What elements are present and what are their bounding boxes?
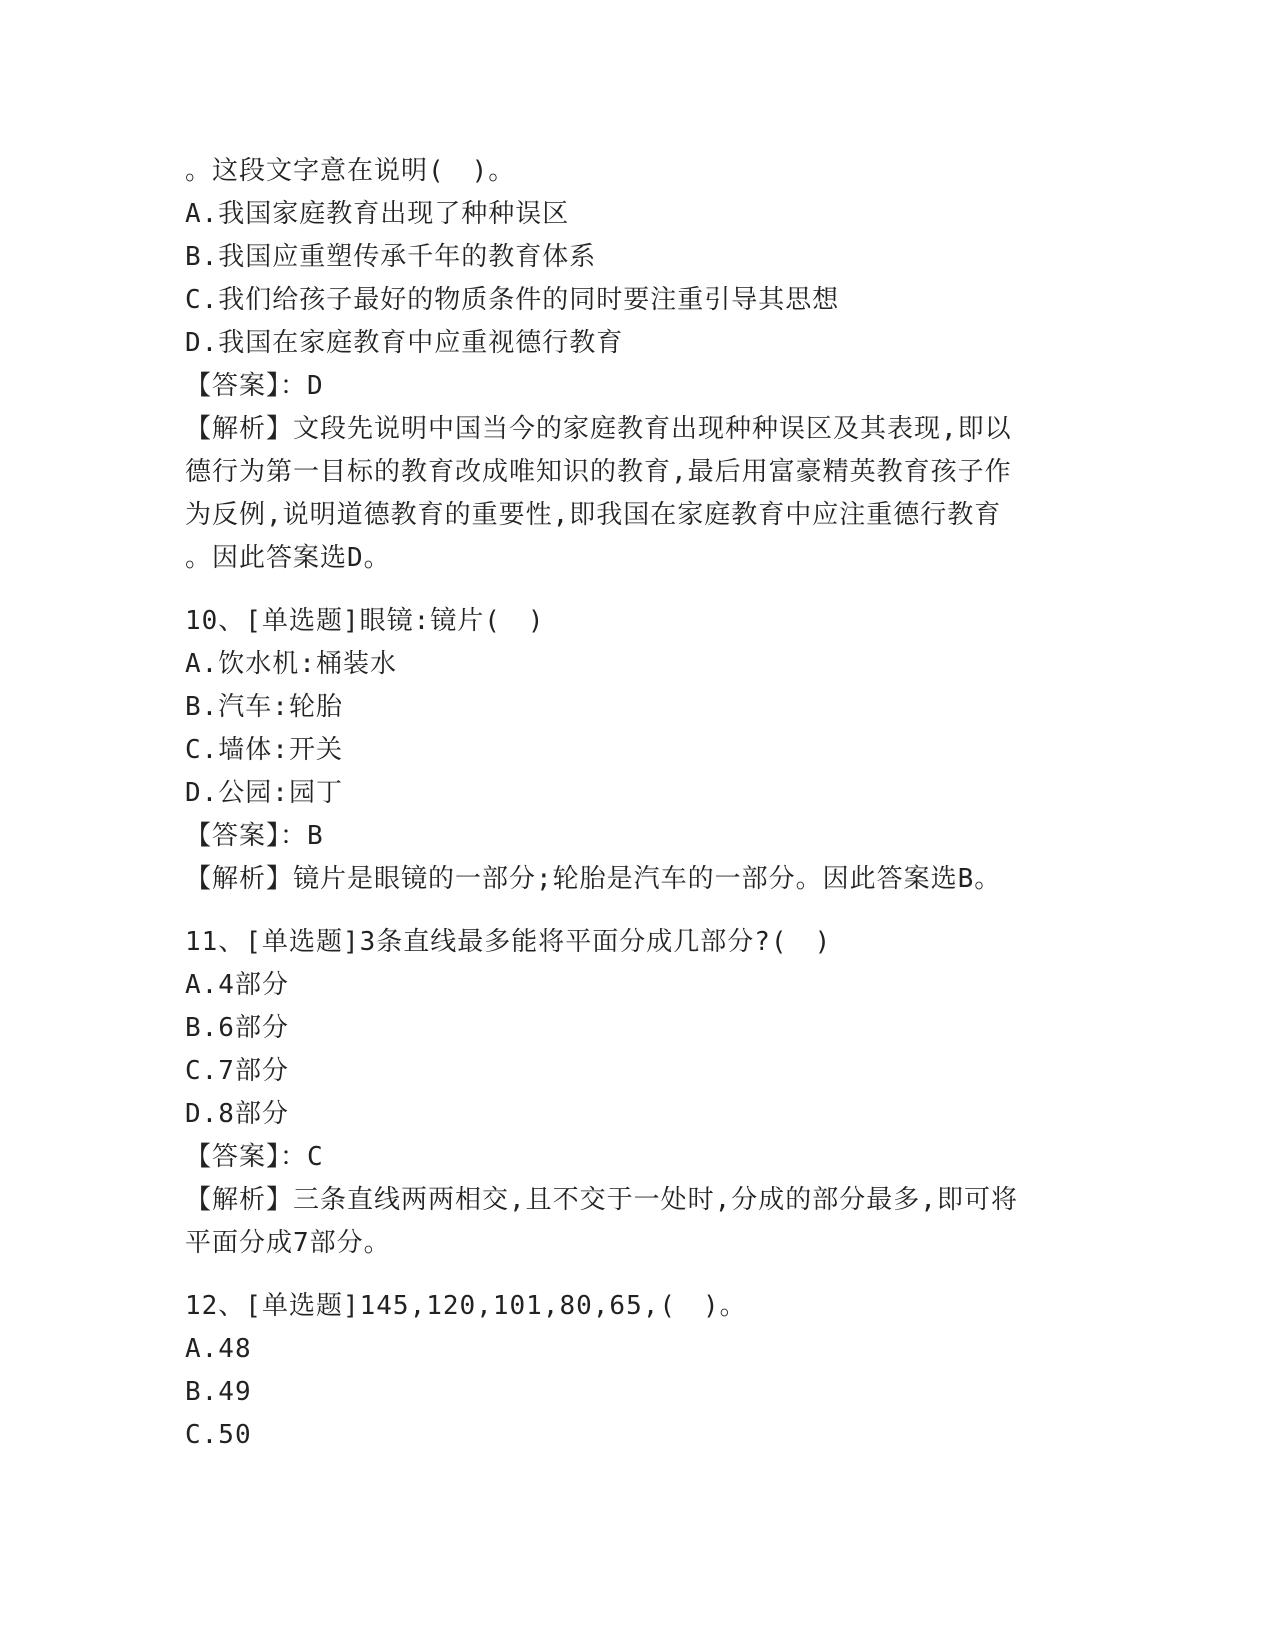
- question-10-option-a: A.饮水机:桶装水: [185, 649, 397, 679]
- section-spacer: [185, 580, 1085, 600]
- question-11-option-a: A.4部分: [185, 970, 289, 1000]
- question-9-answer: 【答案】：D: [185, 371, 324, 401]
- section-spacer: [185, 1265, 1085, 1285]
- question-10-option-c: C.墙体:开关: [185, 735, 343, 765]
- question-9-option-d: D.我国在家庭教育中应重视德行教育: [185, 328, 624, 358]
- question-10-answer: 【答案】：B: [185, 821, 324, 851]
- question-11-analysis-line-1: 【解析】三条直线两两相交,且不交于一处时,分成的部分最多,即可将: [185, 1185, 1018, 1215]
- document-page: [185, 150, 1085, 1457]
- question-9-option-c: C.我们给孩子最好的物质条件的同时要注重引导其思想: [185, 285, 840, 315]
- question-12-option-b: B.49: [185, 1377, 252, 1407]
- question-10-analysis: 【解析】镜片是眼镜的一部分;轮胎是汽车的一部分。因此答案选B。: [185, 864, 1002, 894]
- question-9-stem-tail: 。这段文字意在说明( )。: [185, 156, 516, 186]
- question-10-stem: 10、[单选题]眼镜:镜片( ): [185, 606, 545, 636]
- question-11-option-b: B.6部分: [185, 1013, 289, 1043]
- question-9-analysis-line-4: 。因此答案选D。: [185, 543, 391, 573]
- question-11-option-c: C.7部分: [185, 1056, 289, 1086]
- question-11-analysis-line-2: 平面分成7部分。: [185, 1228, 391, 1258]
- question-11-option-d: D.8部分: [185, 1099, 289, 1129]
- question-9-analysis-line-2: 德行为第一目标的教育改成唯知识的教育,最后用富豪精英教育孩子作: [185, 457, 1012, 487]
- section-spacer: [185, 901, 1085, 921]
- question-10-option-d: D.公园:园丁: [185, 778, 343, 808]
- question-11-stem: 11、[单选题]3条直线最多能将平面分成几部分?( ): [185, 927, 832, 957]
- question-12-option-a: A.48: [185, 1334, 252, 1364]
- question-9-analysis-line-3: 为反例,说明道德教育的重要性,即我国在家庭教育中应注重德行教育: [185, 500, 1002, 530]
- question-12-option-c: C.50: [185, 1420, 252, 1450]
- question-10-option-b: B.汽车:轮胎: [185, 692, 343, 722]
- question-9-analysis-line-1: 【解析】文段先说明中国当今的家庭教育出现种种误区及其表现,即以: [185, 414, 1012, 444]
- question-12-stem: 12、[单选题]145,120,101,80,65,( )。: [185, 1291, 747, 1321]
- question-9-option-a: A.我国家庭教育出现了种种误区: [185, 199, 570, 229]
- question-9-option-b: B.我国应重塑传承千年的教育体系: [185, 242, 597, 272]
- question-11-answer: 【答案】：C: [185, 1142, 324, 1172]
